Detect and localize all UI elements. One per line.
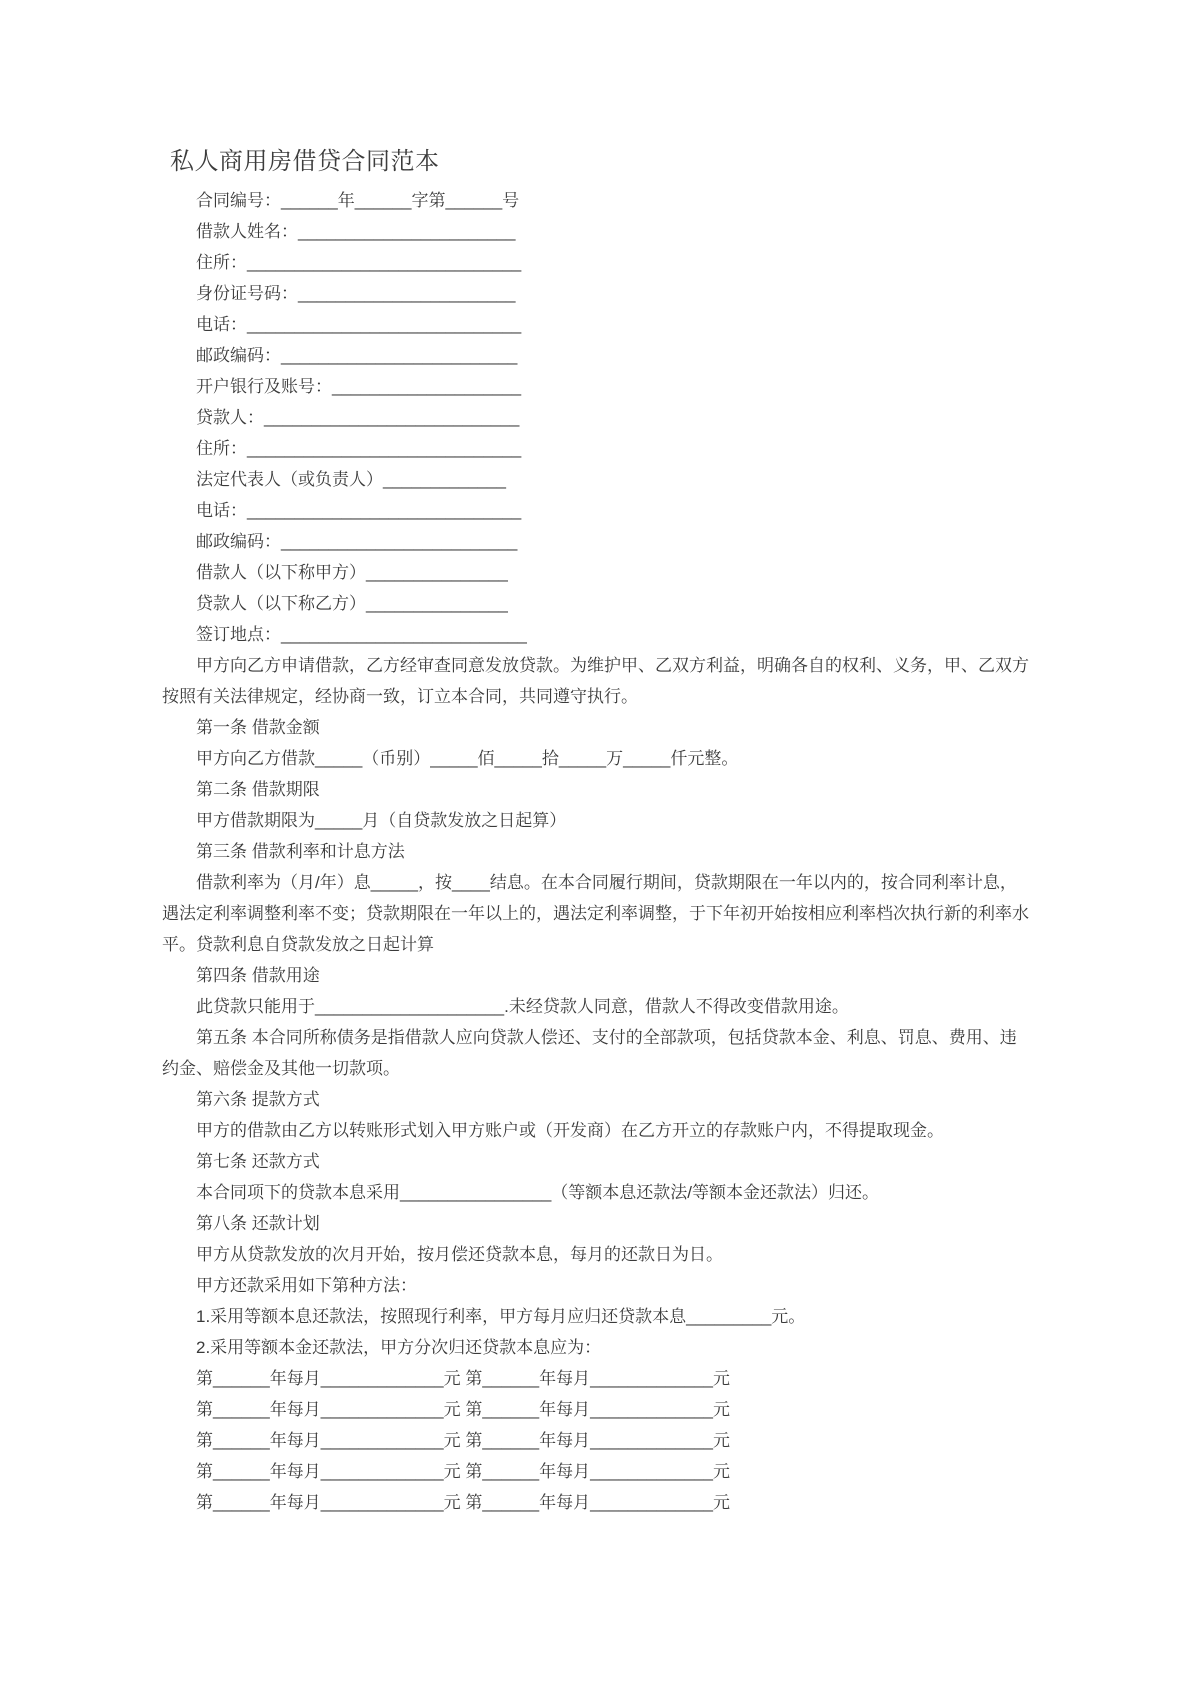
party-a-line: 借款人（以下称甲方）_______________ (196, 563, 508, 582)
method-1-line: 1.采用等额本息还款法，按照现行利率，甲方每月应归还贷款本息_________元。 (196, 1307, 806, 1326)
lender-postcode-line: 邮政编码：_________________________ (196, 532, 518, 551)
repayment-method-intro-line: 甲方还款采用如下第种方法： (196, 1276, 417, 1295)
lender-name-line: 贷款人：___________________________ (196, 408, 520, 427)
method-2-line: 2.采用等额本金还款法，甲方分次归还贷款本息应为： (196, 1338, 602, 1357)
borrower-id-number-line: 身份证号码：_______________________ (196, 284, 516, 303)
repayment-row-2: 第______年每月_____________元 第______年每月_____________元 (196, 1400, 730, 1419)
clause-8-heading: 第八条 还款计划 (196, 1214, 320, 1233)
borrower-postcode-line: 邮政编码：_________________________ (196, 346, 518, 365)
document-title: 私人商用房借贷合同范本 (170, 149, 440, 175)
repayment-row-4: 第______年每月_____________元 第______年每月_____________元 (196, 1462, 730, 1481)
repayment-row-3: 第______年每月_____________元 第______年每月_____________元 (196, 1431, 730, 1450)
repayment-row-1: 第______年每月_____________元 第______年每月_____________元 (196, 1369, 730, 1388)
clause-2-heading: 第二条 借款期限 (196, 780, 320, 799)
lender-address-line: 住所：_____________________________ (196, 439, 522, 458)
clause-3-interest-paragraph: 借款利率为（月/年）息_____，按____结息。在本合同履行期间，贷款期限在一年以内的，按合同利率计息，遇法定利率调整利率不变；贷款期限在一年以上的，遇法定利率调整，于下年初开始按相应利率档次执行新的利率水平。贷款利息自贷款发放之日起计算 (162, 873, 1029, 954)
preamble-paragraph: 甲方向乙方申请借款，乙方经审查同意发放贷款。为维护甲、乙双方利益，明确各自的权利、义务，甲、乙双方按照有关法律规定，经协商一致，订立本合同，共同遵守执行。 (162, 656, 1029, 706)
clause-5-paragraph: 第五条 本合同所称债务是指借款人应向贷款人偿还、支付的全部款项，包括贷款本金、利息、罚息、费用、违约金、赔偿金及其他一切款项。 (162, 1028, 1017, 1078)
repayment-row-5: 第______年每月_____________元 第______年每月_____________元 (196, 1493, 730, 1512)
clause-7-heading: 第七条 还款方式 (196, 1152, 320, 1171)
party-b-line: 贷款人（以下称乙方）_______________ (196, 594, 508, 613)
legal-representative-line: 法定代表人（或负责人）_____________ (196, 470, 506, 489)
clause-6-heading: 第六条 提款方式 (196, 1090, 320, 1109)
contract-number-line: 合同编号：______年______字第______号 (196, 191, 520, 210)
borrower-address-line: 住所：_____________________________ (196, 253, 522, 272)
bank-account-line: 开户银行及账号：____________________ (196, 377, 522, 396)
signing-place-line: 签订地点：__________________________ (196, 625, 527, 644)
clause-1-amount-line: 甲方向乙方借款_____（币别）_____佰_____拾_____万_____仟元整。 (196, 749, 739, 768)
clause-6-withdrawal-line: 甲方的借款由乙方以转账形式划入甲方账户或（开发商）在乙方开立的存款账户内，不得提取现金。 (196, 1121, 944, 1140)
clause-2-term-line: 甲方借款期限为_____月（自贷款发放之日起算） (196, 811, 567, 830)
clause-1-heading: 第一条 借款金额 (196, 718, 320, 737)
clause-4-purpose-line: 此贷款只能用于____________________.未经贷款人同意，借款人不得改变借款用途。 (196, 997, 849, 1016)
clause-8-plan-line: 甲方从贷款发放的次月开始，按月偿还贷款本息，每月的还款日为日。 (196, 1245, 723, 1264)
borrower-name-line: 借款人姓名：_______________________ (196, 222, 516, 241)
borrower-phone-line: 电话：_____________________________ (196, 315, 522, 334)
clause-7-repayment-line: 本合同项下的贷款本息采用________________（等额本息还款法/等额本金还款法）归还。 (196, 1183, 879, 1202)
clause-4-heading: 第四条 借款用途 (196, 966, 320, 985)
clause-3-heading: 第三条 借款利率和计息方法 (196, 842, 405, 861)
lender-phone-line: 电话：_____________________________ (196, 501, 522, 520)
contract-body (162, 185, 1030, 1518)
